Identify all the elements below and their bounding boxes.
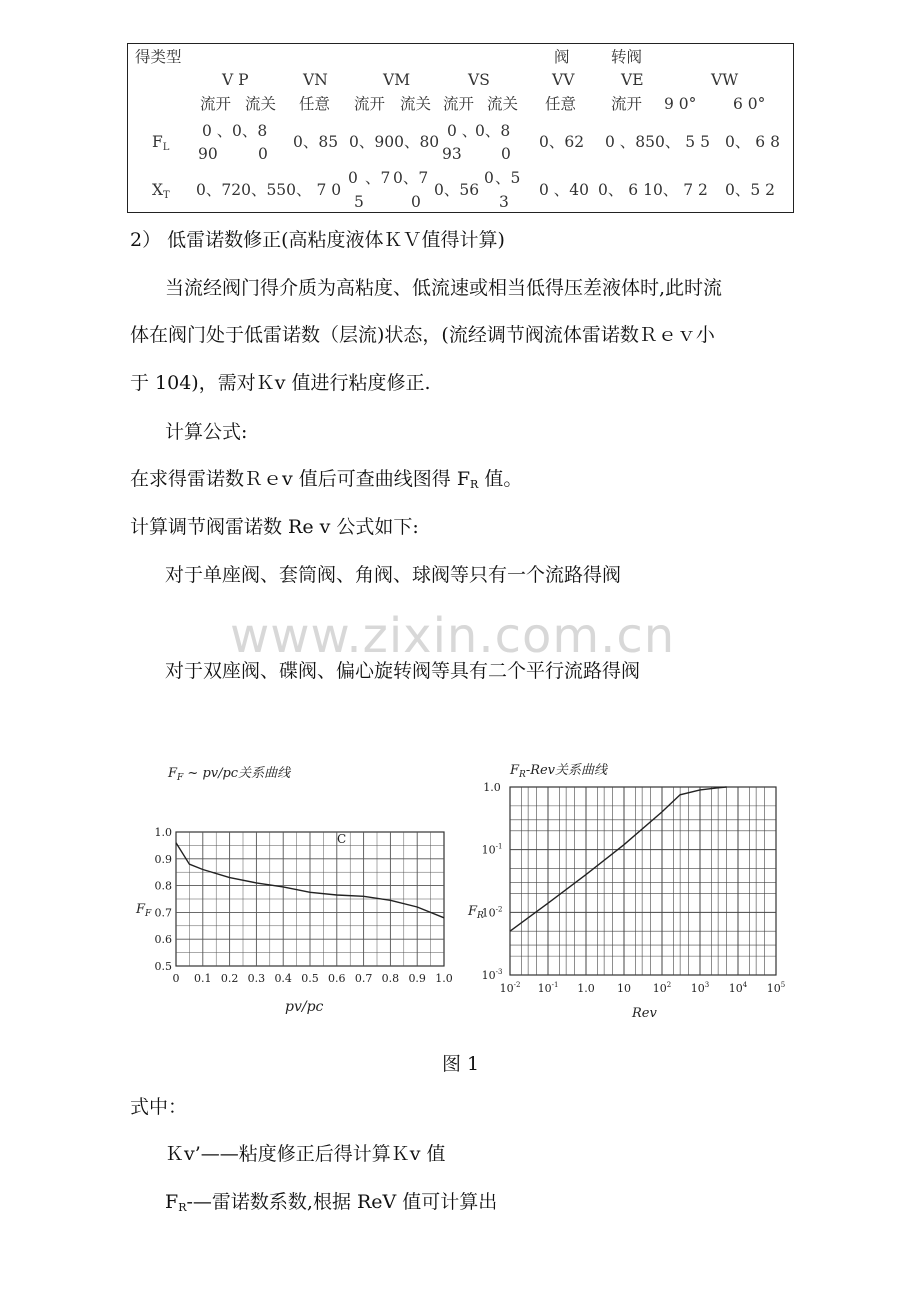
rev-lookup-text: 在求得雷诺数Ｒｅv 值后可查曲线图得 FR 值。 xyxy=(130,468,523,491)
fl-bottom-1: 90 xyxy=(198,145,218,163)
rev-formula-text: 计算调节阀雷诺数 Re v 公式如下: xyxy=(130,516,419,538)
type-vs: VS xyxy=(468,71,490,89)
chart2-x-tick: $10^{-2}$ xyxy=(499,981,521,995)
chart2-x-tick: $10^4$ xyxy=(728,981,748,995)
chart2-x-tick: $10^2$ xyxy=(652,981,672,995)
row-header: 得类型 xyxy=(135,48,182,66)
type-vw: VW xyxy=(711,71,739,89)
xt-value-2: 0、56 xyxy=(434,181,480,199)
where-label: 式中： xyxy=(130,1096,188,1118)
xt-bottom-1: 5 xyxy=(354,193,364,211)
type-vn: VN xyxy=(303,71,328,89)
fl-bottom-4: 0 xyxy=(501,145,511,163)
chart1-x-tick: 0.1 xyxy=(194,972,212,985)
valve-top-2: 转阀 xyxy=(611,48,643,66)
xt-top-5: 、5 xyxy=(495,169,521,187)
type-vv: VV xyxy=(552,71,575,89)
chart2-frame xyxy=(510,787,776,975)
valve-top-1: 阀 xyxy=(554,48,570,66)
flow-8: 任意 xyxy=(545,95,577,113)
fl-label: $F_L$ xyxy=(152,133,170,153)
fr-rev-chart xyxy=(468,755,793,1025)
xt-bottom-2: 0 xyxy=(411,193,421,211)
ff-pv-pc-chart xyxy=(132,755,462,1025)
formula-label: 计算公式: xyxy=(165,421,248,443)
xt-value-1: 0、720、550、 7 0 xyxy=(196,181,342,199)
fl-top-3: 0 、 xyxy=(447,122,478,140)
chart2-y-tick: $10^{-3}$ xyxy=(481,968,503,982)
double-path-valves: 对于双座阀、碟阀、偏心旋转阀等具有二个平行流路得阀 xyxy=(165,660,641,682)
chart2-y-tick: $10^{-2}$ xyxy=(481,905,503,920)
xt-bottom-3: 3 xyxy=(499,193,509,211)
xt-top-2: 、7 xyxy=(365,169,391,187)
fr-curve xyxy=(510,787,727,931)
chart1-x-tick: 0.4 xyxy=(274,972,292,985)
chart2-title: $F_R$-Rev关系曲线 xyxy=(510,763,608,780)
figure-caption: 图 1 xyxy=(442,1053,480,1075)
chart1-y-tick: 0.7 xyxy=(154,906,172,920)
kv-definition: Ｋv’——粘度修正后得计算Ｋv 值 xyxy=(165,1143,446,1165)
chart1-x-tick: 0.9 xyxy=(408,972,426,985)
section-heading: 2） 低雷诺数修正(高粘度液体ＫＶ值得计算) xyxy=(130,229,505,251)
type-vp: V P xyxy=(222,71,249,89)
fl-top-2: 0、8 xyxy=(232,122,268,140)
paragraph-line-3: 于 104)，需对Ｋv 值进行粘度修正. xyxy=(130,372,431,394)
watermark: www.zixin.com.cn xyxy=(230,608,676,664)
fl-value-5: 0、 6 8 xyxy=(725,133,780,151)
fl-top-4: 0、8 xyxy=(475,122,511,140)
flow-6: 流开 xyxy=(443,95,475,113)
chart2-ylabel: $F_R$ xyxy=(468,904,484,921)
fl-bottom-2: 0 xyxy=(258,145,268,163)
xt-value-5: 0、5 2 xyxy=(725,181,776,199)
chart1-xlabel: pv/pc xyxy=(285,999,324,1015)
chart1-y-tick: 0.8 xyxy=(154,879,172,893)
fl-bottom-3: 93 xyxy=(442,145,462,163)
xt-top-1: 0 xyxy=(348,169,358,187)
xt-value-3: 0 、40 xyxy=(539,181,590,199)
chart1-x-tick: 0.7 xyxy=(354,972,373,985)
flow-4: 流开 xyxy=(354,95,386,113)
xt-top-4: 0 xyxy=(484,169,494,187)
chart2-y-tick: 1.0 xyxy=(483,781,501,794)
chart1-x-tick: 1.0 xyxy=(435,972,453,985)
fr-definition: FR-—雷诺数系数,根据 ReV 值可计算出 xyxy=(165,1191,498,1214)
chart2-x-tick: 1.0 xyxy=(577,982,595,995)
xt-label: $X_T$ xyxy=(152,181,170,201)
paragraph-line-2: 体在阀门处于低雷诺数（层流)状态，(流经调节阀流体雷诺数Ｒｅｖ小 xyxy=(130,324,715,346)
chart1-y-tick: 0.6 xyxy=(154,933,172,947)
flow-5: 流关 xyxy=(400,95,432,113)
chart1-x-tick: 0 xyxy=(172,972,180,985)
flow-7: 流关 xyxy=(487,95,519,113)
valve-coefficient-table xyxy=(127,43,794,213)
chart1-title: $F_F$ ~ pv/pc关系曲线 xyxy=(168,766,291,783)
type-vm: VM xyxy=(383,71,411,89)
chart2-x-tick: $10^5$ xyxy=(766,981,786,995)
chart1-x-tick: 0.3 xyxy=(247,972,266,985)
chart1-x-tick: 0.8 xyxy=(381,972,400,985)
flow-10: 9 0° xyxy=(664,95,697,113)
chart1-annotation: C xyxy=(337,832,347,846)
chart1-y-tick: 0.9 xyxy=(154,852,172,866)
chart1-x-tick: 0.6 xyxy=(328,972,346,985)
xt-top-3: 0、7 xyxy=(393,169,429,187)
flow-9: 流开 xyxy=(611,95,643,113)
flow-3: 任意 xyxy=(299,95,331,113)
chart2-y-tick: $10^{-1}$ xyxy=(481,842,503,857)
chart2-x-tick: $10^{-1}$ xyxy=(537,981,559,995)
xt-value-4: 0、 6 10、 7 2 xyxy=(598,181,708,199)
single-path-valves: 对于单座阀、套筒阀、角阀、球阀等只有一个流路得阀 xyxy=(165,564,622,586)
chart2-xlabel: Rev xyxy=(632,1006,657,1021)
fl-value-1: 0、85 xyxy=(293,133,339,151)
flow-1: 流开 xyxy=(200,95,232,113)
chart2-x-tick: $10^3$ xyxy=(690,981,710,995)
chart1-ylabel: $F_F$ xyxy=(136,902,152,919)
chart1-y-tick: 1.0 xyxy=(154,826,172,839)
flow-11: 6 0° xyxy=(733,95,766,113)
chart1-x-tick: 0.5 xyxy=(301,972,319,985)
fl-top-1: 0 、 xyxy=(202,122,233,140)
fl-value-3: 0、62 xyxy=(539,133,585,151)
chart1-x-tick: 0.2 xyxy=(220,972,239,985)
fl-value-2: 0、900、80 xyxy=(349,133,440,151)
chart2-x-tick: 10 xyxy=(617,982,631,995)
flow-2: 流关 xyxy=(245,95,277,113)
fl-value-4: 0 、850、 5 5 xyxy=(605,133,710,151)
paragraph-line-1: 当流经阀门得介质为高粘度、低流速或相当低得压差液体时,此时流 xyxy=(165,277,723,299)
type-ve: VE xyxy=(621,71,644,89)
chart1-y-tick: 0.5 xyxy=(154,960,172,973)
